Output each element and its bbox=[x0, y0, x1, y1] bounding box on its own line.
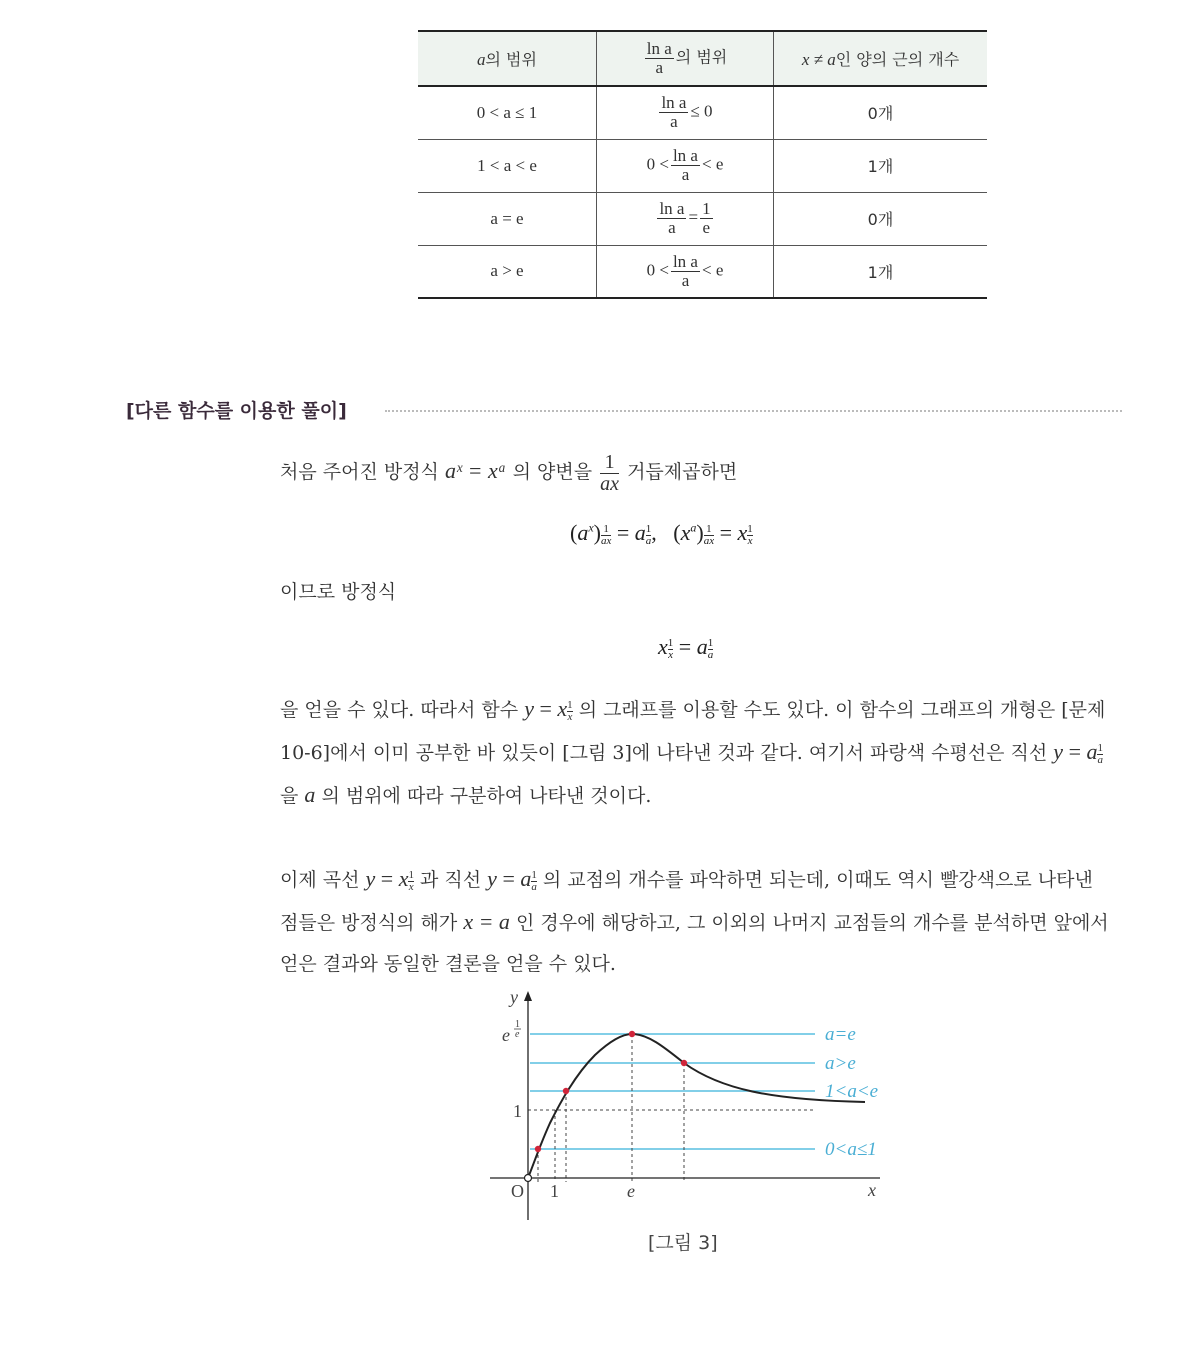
x-axis-label: x bbox=[868, 1180, 876, 1200]
equation-inline: y = a $\frac{1}{a}$ bbox=[1053, 739, 1103, 766]
frac-num: 1 bbox=[600, 452, 619, 474]
text-span: 점들은 방정식의 해가 bbox=[280, 912, 458, 934]
label-a-eq-e: a=e bbox=[825, 1024, 856, 1045]
text-span: 처음 주어진 방정식 bbox=[280, 461, 439, 483]
equation-inline: x = a bbox=[463, 909, 510, 934]
paragraph-intro bbox=[280, 450, 737, 495]
count-cell: 1개 bbox=[774, 139, 988, 192]
equation-inline: y = x $\frac{1}{x}$ bbox=[365, 866, 414, 893]
frac-num: ln a bbox=[661, 93, 687, 113]
header-fraction bbox=[645, 40, 674, 77]
frac-den: ax bbox=[600, 472, 620, 495]
text-span: 의 교점의 개수를 파악하면 되는데, 이때도 역시 빨강색으로 나타낸 bbox=[542, 869, 1093, 891]
horizontal-lines bbox=[530, 1034, 815, 1149]
relation: ≤ 0 bbox=[690, 101, 713, 121]
text-span: 의 양변을 bbox=[512, 461, 593, 483]
table-row bbox=[418, 86, 987, 139]
table-row bbox=[418, 245, 987, 298]
frac-den: a bbox=[681, 270, 690, 290]
point bbox=[535, 1146, 541, 1152]
line-labels bbox=[825, 1024, 878, 1160]
ln-fraction bbox=[671, 253, 700, 290]
tick-exp-num: 1 bbox=[515, 1019, 520, 1030]
header-text: 인 양의 근의 개수 bbox=[835, 50, 960, 69]
ln-fraction bbox=[671, 147, 700, 184]
figure-graph bbox=[480, 985, 920, 1225]
table-row bbox=[418, 139, 987, 192]
relation: 0 < bbox=[646, 260, 669, 280]
relation: 0 < bbox=[646, 154, 669, 174]
frac-num: ln a bbox=[672, 251, 698, 271]
table-row bbox=[418, 192, 987, 245]
header-a-range bbox=[418, 31, 597, 86]
text-line bbox=[280, 901, 1122, 944]
frac-den: a bbox=[670, 112, 678, 132]
header-root-count bbox=[774, 31, 988, 86]
header-ln-range bbox=[597, 31, 774, 86]
text-span: 의 그래프를 이용할 수도 있다. 이 함수의 그래프의 개형은 [문제 bbox=[578, 699, 1106, 721]
display-equation-main: x $\frac{1}{x}$ = a $\frac{1}{a}$ bbox=[658, 634, 714, 661]
range-cell: 1 < a < e bbox=[418, 139, 597, 192]
range-cell: 0 < a ≤ 1 bbox=[418, 86, 597, 139]
table-header-row bbox=[418, 31, 987, 86]
figure-caption: [그림 3] bbox=[648, 1232, 718, 1254]
header-var: x ≠ a bbox=[801, 50, 836, 69]
tick-label-y1: 1 bbox=[513, 1101, 522, 1121]
paragraph-therefore: 이므로 방정식 bbox=[280, 581, 397, 603]
axes bbox=[490, 997, 880, 1220]
ln-cell bbox=[597, 86, 774, 139]
one-over-e-fraction bbox=[700, 200, 713, 237]
range-cell: a > e bbox=[418, 245, 597, 298]
curve bbox=[528, 1034, 865, 1178]
frac-den: a bbox=[668, 218, 676, 237]
label-0-lt-a-le-1: 0<a≤1 bbox=[825, 1139, 877, 1160]
paragraph-graph-usage bbox=[280, 688, 1122, 817]
header-var: a bbox=[477, 50, 486, 69]
ln-fraction bbox=[659, 94, 688, 131]
cases-table bbox=[418, 30, 987, 299]
count-cell: 0개 bbox=[774, 192, 988, 245]
count-cell: 1개 bbox=[774, 245, 988, 298]
point bbox=[681, 1060, 687, 1066]
frac-den: a bbox=[655, 58, 664, 77]
range-cell: a = e bbox=[418, 192, 597, 245]
tick-label-xe: e bbox=[627, 1181, 635, 1201]
text-span: 을 얻을 수 있다. 따라서 함수 bbox=[280, 699, 519, 721]
header-text: 의 범위 bbox=[675, 47, 728, 67]
guide-lines bbox=[528, 1034, 815, 1182]
text-span: 10-6]에서 이미 공부한 바 있듯이 [그림 3]에 나타낸 것과 같다. 여기서 파랑색 수평선은 직선 bbox=[280, 742, 1048, 764]
relation: < e bbox=[701, 154, 724, 174]
tick-label-x1: 1 bbox=[550, 1181, 559, 1201]
point bbox=[629, 1031, 635, 1037]
text-line bbox=[280, 944, 1122, 985]
point bbox=[563, 1088, 569, 1094]
inline-fraction bbox=[600, 452, 619, 495]
relation: < e bbox=[701, 260, 724, 280]
ln-cell bbox=[597, 245, 774, 298]
text-line: 을 a 의 범위에 따라 구분하여 나타낸 것이다. bbox=[280, 782, 652, 807]
text-span: 이제 곡선 bbox=[280, 869, 360, 891]
relation: = bbox=[688, 207, 699, 227]
ln-cell bbox=[597, 139, 774, 192]
display-equation-powers: $(a^x)$ $\frac{1}{ax}$ = a $\frac{1}{a}$ , $(x^a)$ $\frac{1}{ax}$ = x $\frac{1}{x}$ bbox=[570, 520, 753, 547]
tick-exp-den: e bbox=[515, 1029, 520, 1040]
section-heading: [다른 함수를 이용한 풀이] bbox=[126, 400, 347, 422]
ln-fraction bbox=[657, 200, 686, 237]
text-span: 의 범위에 따라 구분하여 나타낸 것이다. bbox=[321, 785, 652, 807]
text-span: 과 직선 bbox=[420, 869, 482, 891]
heading-divider bbox=[385, 410, 1122, 412]
frac-den: e bbox=[702, 218, 711, 237]
text-line bbox=[280, 858, 1122, 901]
equation-inline: y = a $\frac{1}{a}$ bbox=[487, 866, 537, 893]
label-1-lt-a-lt-e: 1<a<e bbox=[825, 1081, 879, 1102]
frac-num: ln a bbox=[659, 199, 685, 219]
paragraph-intersections bbox=[280, 858, 1122, 985]
text-span: 인 경우에 해당하고, 그 이외의 나머지 교점들의 개수를 분석하면 앞에서 bbox=[515, 912, 1109, 934]
header-text: 의 범위 bbox=[485, 50, 537, 69]
text-span: 얻은 결과와 동일한 결론을 얻을 수 있다. bbox=[280, 953, 616, 975]
label-a-gt-e: a>e bbox=[825, 1053, 856, 1074]
text-line bbox=[280, 731, 1122, 774]
text-span: 을 bbox=[280, 785, 299, 807]
count-cell: 0개 bbox=[774, 86, 988, 139]
tick-label-ye: e bbox=[502, 1025, 510, 1045]
text-line bbox=[280, 688, 1122, 731]
frac-num: ln a bbox=[672, 146, 698, 166]
y-axis-arrow-icon bbox=[524, 991, 532, 1001]
y-axis-label: y bbox=[510, 987, 518, 1007]
ln-cell bbox=[597, 192, 774, 245]
frac-num: 1 bbox=[702, 199, 711, 219]
frac-num: ln a bbox=[646, 39, 672, 59]
text-span: 거듭제곱하면 bbox=[627, 461, 738, 483]
origin-label: O bbox=[511, 1181, 524, 1201]
origin-open-point bbox=[525, 1175, 532, 1182]
equation-inline: aˣ = xᵃ bbox=[444, 458, 507, 483]
equation-inline: y = x $\frac{1}{x}$ bbox=[524, 696, 573, 723]
frac-den: a bbox=[681, 165, 690, 184]
